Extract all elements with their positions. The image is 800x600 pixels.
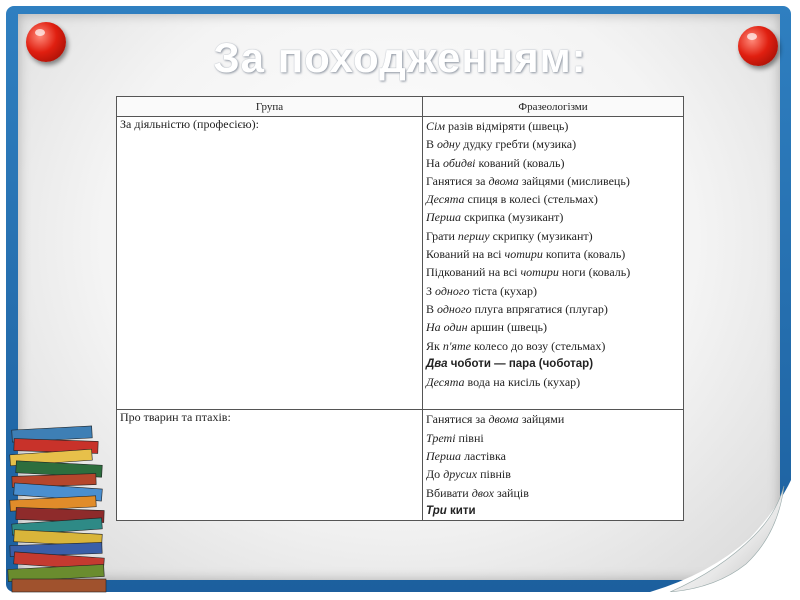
book-stack-icon xyxy=(2,420,122,600)
phrase-line xyxy=(426,117,680,135)
phrase-line xyxy=(426,227,680,245)
phrase-rest: спиця в колесі (стельмах) xyxy=(464,192,598,207)
phrase-line xyxy=(426,154,680,172)
phrase-line xyxy=(426,484,680,502)
phrase-rest: зайців xyxy=(493,485,529,500)
group-cell: Про тварин та птахів: xyxy=(117,410,423,521)
phrase-prefix: З xyxy=(426,283,436,298)
phrase-rest: скрипку (музикант) xyxy=(489,228,593,243)
phrase-rest: чоботи — пара (чоботар) xyxy=(447,357,594,370)
phrase-line xyxy=(426,190,680,208)
phrase-prefix: Ганятися за xyxy=(426,412,489,427)
phrase-numeral: двома xyxy=(488,173,519,188)
phraseology-table xyxy=(116,96,684,521)
phrase-prefix: Підкований на всі xyxy=(426,265,521,280)
phrase-numeral: одного xyxy=(435,283,470,298)
phrase-rest: разів відміряти (швець) xyxy=(445,119,569,133)
header-phraseology: Фразеологізми xyxy=(423,97,684,117)
phrase-prefix: Кований на всі xyxy=(426,247,505,262)
phrase-rest: тіста (кухар) xyxy=(469,283,538,298)
phrase-rest: півнів xyxy=(477,467,511,482)
phrase-rest: плуга впрягатися (плугар) xyxy=(471,301,608,316)
phrase-line xyxy=(426,502,680,520)
phrase-rest: ластівка xyxy=(461,449,506,464)
phrase-numeral: одного xyxy=(437,301,472,316)
phrase-rest: колесо до возу (стельмах) xyxy=(470,338,606,353)
phrase-rest: кований (коваль) xyxy=(475,155,565,170)
cell-spacer xyxy=(426,391,680,409)
phrase-numeral: Сім xyxy=(426,119,445,133)
phrase-line xyxy=(426,373,680,391)
phrase-numeral: чотири xyxy=(520,265,559,280)
slide-title: За походженням: xyxy=(213,34,587,81)
phrase-numeral: чотири xyxy=(504,247,543,262)
phrase-line xyxy=(426,337,680,355)
phrase-rest: вода на кисіль (кухар) xyxy=(464,375,581,390)
phrase-prefix: На xyxy=(426,155,443,170)
phrase-rest: півні xyxy=(455,430,484,445)
phrase-line xyxy=(426,135,680,153)
phrase-prefix: До xyxy=(426,467,444,482)
phrase-rest: зайцями xyxy=(518,412,565,427)
phrases-cell xyxy=(423,117,684,410)
phrase-numeral: Треті xyxy=(426,430,456,445)
phrase-numeral: двох xyxy=(471,485,494,500)
phrase-numeral: п'яте xyxy=(442,338,471,353)
phrase-numeral: Перша xyxy=(426,210,462,225)
table-row xyxy=(117,410,684,521)
phrase-numeral: На один xyxy=(426,320,468,335)
phrase-line xyxy=(426,447,680,465)
phrase-numeral: двома xyxy=(488,412,519,427)
page-curl-icon xyxy=(650,478,792,592)
phrase-rest: зайцями (мисливець) xyxy=(518,173,630,188)
table-header-row xyxy=(117,97,684,117)
phrase-line xyxy=(426,410,680,428)
phrase-prefix: Як xyxy=(426,338,443,353)
phrase-prefix: Вбивати xyxy=(426,485,472,500)
phrase-numeral: Десята xyxy=(426,192,465,207)
phrase-rest: дудку гребти (музика) xyxy=(460,137,577,152)
phrase-numeral: першу xyxy=(457,228,490,243)
phrase-line xyxy=(426,263,680,281)
phrase-rest: скрипка (музикант) xyxy=(461,210,564,225)
phrase-numeral: Перша xyxy=(426,449,462,464)
phrase-prefix: В xyxy=(426,301,438,316)
phrase-line xyxy=(426,429,680,447)
group-cell: За діяльністю (професією): xyxy=(117,117,423,410)
phrases-cell xyxy=(423,410,684,521)
phrase-line xyxy=(426,465,680,483)
phrase-line xyxy=(426,282,680,300)
phrase-numeral: Десята xyxy=(426,375,465,390)
phrase-line xyxy=(426,208,680,226)
header-group: Група xyxy=(117,97,423,117)
phrase-line xyxy=(426,300,680,318)
phrase-line xyxy=(426,318,680,336)
phrase-numeral: обидві xyxy=(443,155,476,170)
phrase-line xyxy=(426,245,680,263)
phrase-numeral: Два xyxy=(426,357,448,370)
phrase-numeral: одну xyxy=(437,137,461,152)
phrase-numeral: Три xyxy=(426,504,447,517)
phrase-numeral: друсих xyxy=(443,467,478,482)
phrase-rest: копита (коваль) xyxy=(542,247,626,262)
phrase-prefix: Ганятися за xyxy=(426,173,489,188)
phrase-rest: ноги (коваль) xyxy=(558,265,631,280)
phrase-prefix: Грати xyxy=(426,228,458,243)
phrase-line xyxy=(426,172,680,190)
phrase-line xyxy=(426,355,680,373)
table-row xyxy=(117,117,684,410)
phrase-prefix: В xyxy=(426,137,438,152)
phrase-rest: кити xyxy=(446,504,476,517)
phrase-rest: аршин (швець) xyxy=(467,320,547,335)
